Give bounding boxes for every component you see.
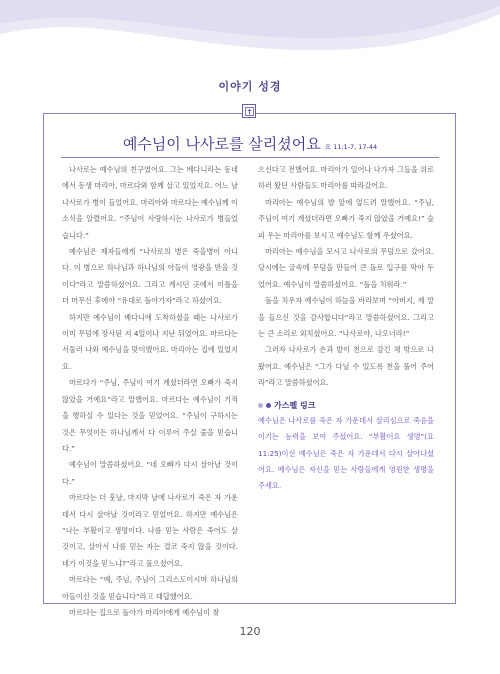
header-wave-decoration [0, 0, 500, 60]
gospel-link-heading [258, 399, 434, 413]
paragraph: 마르다는 “예, 주님, 주님이 그리스도이시며 하나님의 아들이신 것을 믿습니다”라고 대답했어요. [62, 575, 238, 601]
paragraph: 하지만 예수님이 베다니에 도착하셨을 때는 나사로가 이미 무덤에 장사된 지 4일이나 지난 뒤였어요. 마르다는 서둘러 나와 예수님을 맞이했어요. 마리아는 집에 있었지요. [62, 312, 238, 371]
left-column [62, 162, 238, 621]
bullet-dot-icon [258, 403, 263, 408]
paragraph: 마리아는 예수님의 발 앞에 엎드려 말했어요. “주님, 주님이 여기 계셨더라면 오빠가 죽지 않았을 거예요!” 슬피 우는 마리아를 보시고 예수님도 함께 우셨어요. [258, 197, 434, 240]
story-title: 예수님이 나사로를 살리셨어요 [122, 135, 321, 153]
paragraph: 마르다는 집으로 돌아가 마리아에게 예수님이 찾 [69, 607, 220, 617]
bullet-dot-icon [266, 403, 271, 408]
bible-icon [242, 104, 256, 118]
paragraph: 나사로는 예수님의 친구였어요. 그는 베다니라는 동네에서 동생 마리아, 마르다와 함께 살고 있었지요. 어느 날 나사로가 병이 들었어요. 마리아와 마르다는 예수님께 이 소식을 알렸어요. “주님이 사랑하시는 나사로가 병들었습니다.” [62, 165, 238, 240]
section-title: 이야기 성경 [218, 80, 282, 93]
right-column [258, 162, 434, 495]
title-divider [61, 157, 439, 158]
paragraph: 예수님이 말씀하셨어요. “네 오빠가 다시 살아날 것이다.” [62, 460, 238, 486]
page-number: 120 [239, 625, 261, 638]
paragraph: 마르다는 더 훗날, 마지막 날에 나사로가 죽은 자 가운데서 다시 살아날 것이라고 믿었어요. 하지만 예수님은 “나는 부활이고 생명이다. 나를 믿는 사람은 죽어도 살 것이고, 살아서 나를 믿는 자는 결코 죽지 않을 것이다. 네가 이것을 믿느냐?”라고 물으셨어요. [62, 493, 238, 568]
paragraph: 마르다가 “주님, 주님이 여기 계셨더라면 오빠가 죽지 않았을 거예요”라고 말했어요. 마르다는 예수님이 기적을 행하실 수 있다는 것을 믿었어요. “주님이 구하시는 것은 무엇이든 하나님께서 다 이루어 주실 줄을 믿습니다.” [62, 378, 238, 453]
paragraph: 마리아는 예수님을 모시고 나사로의 무덤으로 갔어요. 당시에는 굴속에 무덤을 만들어 큰 돌로 입구를 막아 두었어요. 예수님이 말씀하셨어요. “돌을 치워라.” [258, 247, 434, 289]
paragraph: 그러자 나사로가 손과 발이 천으로 감긴 채 밖으로 나왔어요. 예수님은 “그가 다닐 수 있도록 천을 풀어 주어라”라고 말씀하셨어요. [258, 345, 434, 388]
paragraph: 돌을 치우자 예수님이 하늘을 바라보며 “아버지, 제 말을 들으신 것을 감사합니다”라고 말씀하셨어요. 그리고는 큰 소리로 외치셨어요. “나사로야, 나오너라!” [258, 296, 434, 339]
paragraph: 으신다고 전했어요. 마리아가 일어나 나가자 그들을 위로하러 왔던 사람들도 마리아를 따라갔어요. [258, 165, 434, 191]
story-heading [0, 133, 500, 154]
gospel-link-text: 예수님은 나사로를 죽은 자 가운데서 살리심으로 죽음을 이기는 능력을 보여 주셨어요. “부활이요 생명”(요 11:25)이신 예수님은 죽은 자 가운데서 다시 살아나셨어요. 예수님은 자신을 믿는 사람들에게 영원한 생명을 주세요. [258, 415, 434, 491]
paragraph: 예수님은 제자들에게 “나사로의 병은 죽을병이 아니다. 이 병으로 하나님과 하나님의 아들이 영광을 받을 것이다”라고 말씀하셨어요. 그리고 계시던 곳에서 이틀을 더 머무신 후에야 “유대로 돌아가자”라고 하셨어요. [62, 247, 238, 306]
gospel-link-title: 가스펠 링크 [274, 400, 316, 410]
scripture-reference: 요 11:1-7, 17-44 [324, 143, 378, 151]
